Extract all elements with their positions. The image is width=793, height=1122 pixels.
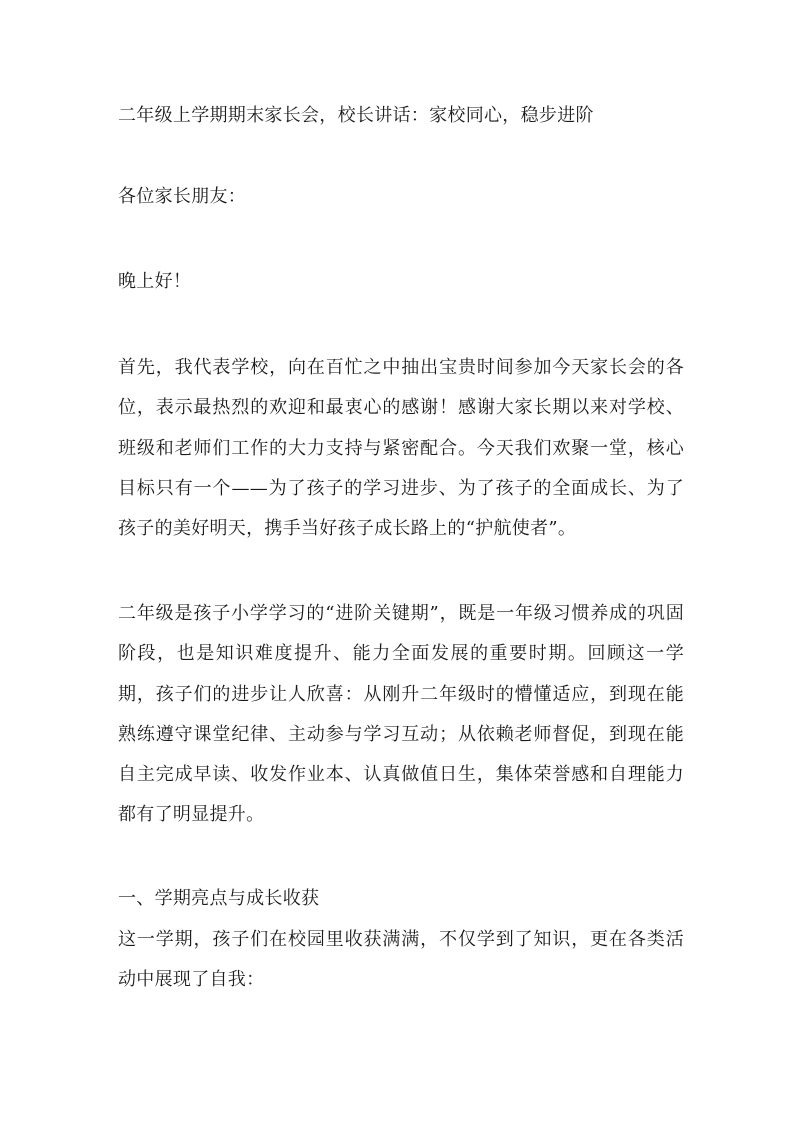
- paragraph-welcome: 首先，我代表学校，向在百忙之中抽出宝贵时间参加今天家长会的各位，表示最热烈的欢迎和最衷心的感谢！感谢大家长期以来对学校、班级和老师们工作的大力支持与紧密配合。今天我们欢聚一堂，核心目标只有一个——为了孩子的学习进步、为了孩子的全面成长、为了孩子的美好明天，携手当好孩子成长路上的“护航使者”。: [118, 357, 684, 540]
- paragraph-grade-two-review: 二年级是孩子小学学习的“进阶关键期”，既是一年级习惯养成的巩固阶段，也是知识难度提升、能力全面发展的重要时期。回顾这一学期，孩子们的进步让人欣喜：从刚升二年级时的懵懂适应，到现在能熟练遵守课堂纪律、主动参与学习互动；从依赖老师督促，到现在能自主完成早读、收发作业本、认真做值日生，集体荣誉感和自理能力都有了明显提升。: [118, 603, 684, 826]
- section-heading-highlights: 一、学期亮点与成长收获: [118, 888, 320, 909]
- salutation: 各位家长朋友：: [118, 186, 247, 207]
- paragraph-highlights-intro: 这一学期，孩子们在校园里收获满满，不仅学到了知识，更在各类活动中展现了自我：: [118, 929, 684, 991]
- document-title: 二年级上学期期末家长会，校长讲话：家校同心，稳步进阶: [118, 105, 594, 126]
- greeting: 晚上好！: [118, 271, 192, 292]
